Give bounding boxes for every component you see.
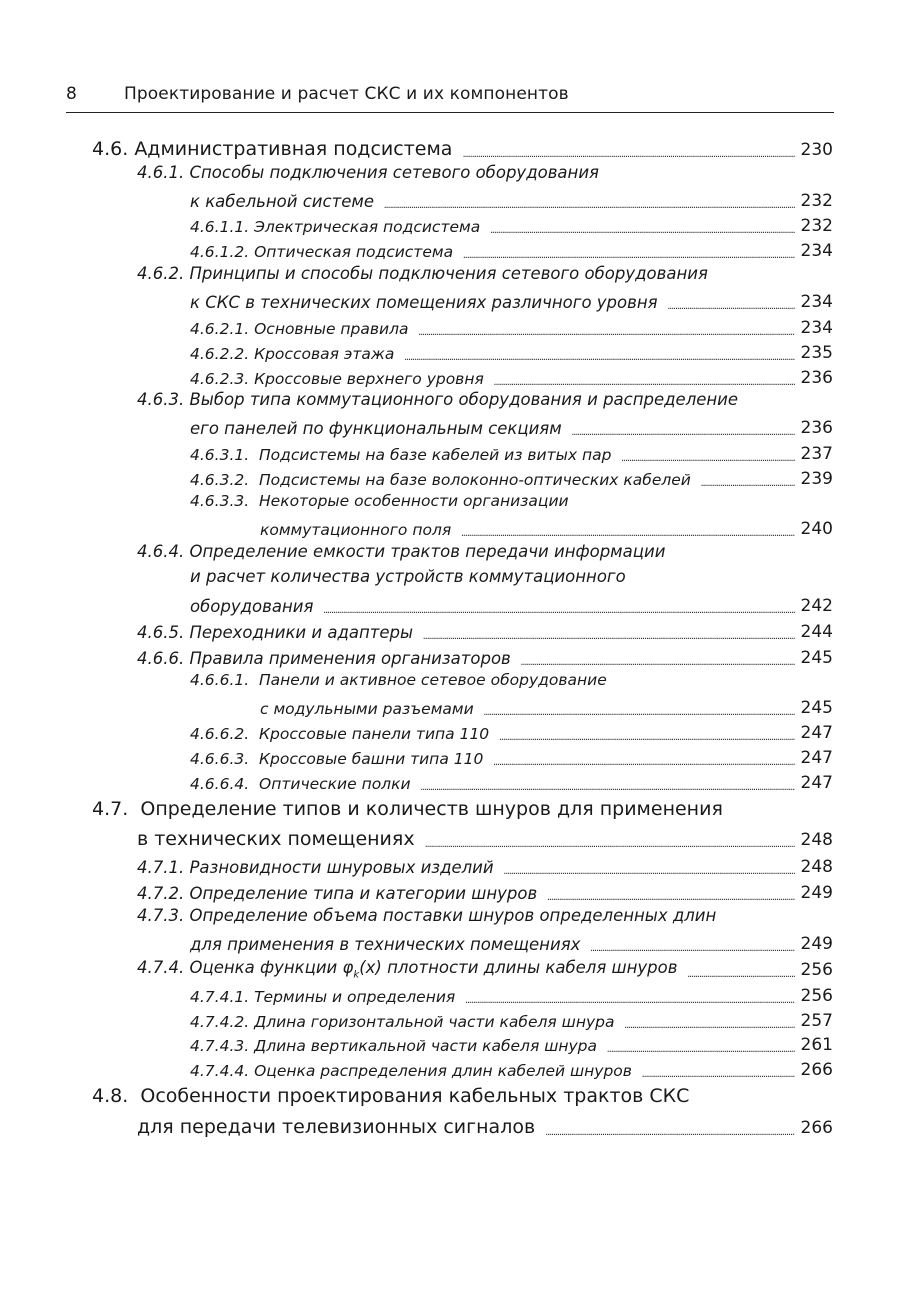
leader-dots — [642, 1064, 795, 1080]
toc-entry-4-6-3-1[interactable] — [190, 440, 833, 464]
toc-entry-4-6-1-1[interactable] — [190, 212, 833, 236]
toc-entry-4-6-1-line1[interactable] — [137, 163, 599, 182]
toc-title: Кроссовые панели типа 110 — [259, 725, 490, 743]
toc-title: Административная подсистема — [134, 138, 453, 160]
toc-page: 235 — [800, 343, 833, 363]
toc-entry-4-7-4-4[interactable] — [190, 1056, 833, 1080]
toc-title-cont: его панелей по функциональным секциям — [190, 419, 562, 438]
toc-entry-4-7-line1[interactable] — [92, 798, 723, 820]
toc-number: 4.6.6.3. — [190, 750, 250, 768]
leader-dots — [465, 990, 794, 1006]
toc-page: 248 — [800, 857, 833, 877]
toc-number: 4.6.2.2. — [190, 345, 250, 363]
toc-title: Длина вертикальной части кабеля шнура — [254, 1037, 598, 1055]
leader-dots — [425, 834, 795, 850]
toc-entry-4-6-3-line1[interactable] — [137, 390, 738, 409]
toc-entry-4-8-line1[interactable] — [92, 1085, 689, 1107]
leader-dots — [624, 1015, 794, 1031]
leader-dots — [419, 322, 795, 338]
toc-page: 257 — [800, 1011, 833, 1031]
toc-number: 4.6.4. — [137, 542, 185, 561]
toc-number: 4.6.2.1. — [190, 320, 250, 338]
toc-page: 244 — [800, 622, 833, 642]
toc-title: Панели и активное сетевое оборудование — [259, 671, 607, 689]
toc-page: 266 — [800, 1060, 833, 1080]
toc-page: 236 — [800, 418, 833, 438]
toc-entry-4-7-4-2[interactable] — [190, 1007, 833, 1031]
toc-page: 232 — [800, 216, 833, 236]
toc-title-cont: для применения в технических помещениях — [190, 935, 581, 954]
running-title: Проектирование и расчет СКС и их компонентов — [124, 84, 569, 104]
leader-dots — [590, 938, 794, 954]
toc-number: 4.7.4. — [137, 957, 185, 977]
toc-number: 4.6.3.2. — [190, 471, 250, 489]
leader-dots — [421, 777, 795, 793]
toc-number: 4.7.3. — [137, 906, 185, 925]
toc-entry-4-6-1-2[interactable] — [190, 237, 833, 261]
toc-entry-4-6-6-1-line2[interactable] — [260, 694, 833, 718]
toc-entry-4-6-1-line2[interactable] — [190, 187, 833, 211]
toc-number: 4.7.1. — [137, 858, 185, 877]
toc-title: Оценка распределения длин кабелей шнуров — [254, 1062, 632, 1080]
toc-entry-4-7-4-1[interactable] — [190, 982, 833, 1006]
leader-dots — [607, 1039, 795, 1055]
toc-title: Кроссовая этажа — [254, 345, 395, 363]
leader-dots — [484, 702, 795, 718]
toc-entry-4-6-6-1-line1[interactable] — [190, 671, 607, 689]
toc-entry-4-6-2-3[interactable] — [190, 364, 833, 388]
toc-page: 247 — [800, 723, 833, 743]
toc-title: Оптическая подсистема — [254, 243, 454, 261]
toc-title: Подсистемы на базе кабелей из витых пар — [259, 446, 612, 464]
toc-entry-4-6-2-1[interactable] — [190, 314, 833, 338]
toc-title-cont: с модульными разъемами — [260, 700, 474, 718]
leader-dots — [687, 964, 794, 980]
toc-number: 4.6.1.1. — [190, 218, 250, 236]
toc-title-cont: оборудования — [190, 597, 314, 616]
toc-entry-4-6-6-3[interactable] — [190, 744, 833, 768]
toc-number: 4.6.3.1. — [190, 446, 250, 464]
toc-title: Особенности проектирования кабельных трактов СКС — [140, 1085, 690, 1107]
toc-number: 4.7. — [92, 798, 129, 820]
toc-number: 4.6.3.3. — [190, 492, 250, 510]
toc-title: Определение типа и категории шнуров — [189, 884, 538, 903]
toc-entry-4-6-3-3-line1[interactable] — [190, 492, 569, 510]
toc-entry-4-6-4-line3[interactable] — [190, 592, 833, 616]
toc-title-cont: для передачи телевизионных сигналов — [137, 1116, 536, 1138]
toc-number: 4.6.6.1. — [190, 671, 250, 689]
toc-title: Определение емкости трактов передачи информации — [189, 542, 666, 561]
toc-number: 4.6. — [92, 138, 129, 160]
leader-dots — [323, 600, 794, 616]
toc-title: Оценка функции φ — [189, 957, 354, 977]
toc-page: 261 — [800, 1035, 833, 1055]
leader-dots — [668, 296, 795, 312]
page-number: 8 — [66, 84, 77, 104]
toc-title: Разновидности шнуровых изделий — [189, 858, 494, 877]
toc-page: 266 — [800, 1118, 833, 1138]
toc-page: 245 — [800, 698, 833, 718]
leader-dots — [504, 861, 795, 877]
toc-entry-4-7-4[interactable] — [137, 956, 833, 980]
toc-number: 4.6.6.2. — [190, 725, 250, 743]
toc-title: Подсистемы на базе волоконно-оптических кабелей — [259, 471, 691, 489]
leader-dots — [545, 1122, 794, 1138]
toc-number: 4.7.4.3. — [190, 1037, 250, 1055]
toc-page: 249 — [800, 883, 833, 903]
toc-entry-4-6-6-4[interactable] — [190, 769, 833, 793]
toc-title: Длина горизонтальной части кабеля шнура — [254, 1013, 615, 1031]
toc-entry-4-7-1[interactable] — [137, 853, 833, 877]
toc-title: Кроссовые башни типа 110 — [259, 750, 484, 768]
toc-page: 242 — [800, 596, 833, 616]
toc-page: 256 — [800, 986, 833, 1006]
toc-title: Выбор типа коммутационного оборудования и распределение — [189, 390, 739, 409]
toc-page: 236 — [800, 368, 833, 388]
toc-entry-4-6-3-line2[interactable] — [190, 414, 833, 438]
toc-entry-4-6-6[interactable] — [137, 644, 833, 668]
leader-dots — [494, 372, 795, 388]
leader-dots — [572, 422, 795, 438]
toc-entry-4-6-4-line1[interactable] — [137, 542, 665, 561]
leader-dots — [404, 347, 794, 363]
toc-page: 240 — [800, 519, 833, 539]
toc-number: 4.7.4.2. — [190, 1013, 250, 1031]
toc-entry-4-6-2-2[interactable] — [190, 339, 833, 363]
toc-page: 230 — [800, 140, 833, 160]
toc-title-cont: и расчет количества устройств коммутационного — [190, 567, 626, 586]
toc-title: Электрическая подсистема — [254, 218, 481, 236]
toc-number: 4.6.6.4. — [190, 775, 250, 793]
toc-title-cont: коммутационного поля — [260, 521, 452, 539]
toc-entry-4-6-6-2[interactable] — [190, 719, 833, 743]
toc-entry-4-7-4-3[interactable] — [190, 1031, 833, 1055]
toc-number: 4.7.4.4. — [190, 1062, 250, 1080]
toc-entry-4-6-2-line1[interactable] — [137, 264, 708, 283]
toc-title: Определение объема поставки шнуров определенных длин — [189, 906, 717, 925]
toc-entry-4-7-line2[interactable] — [137, 826, 833, 850]
toc-title: Кроссовые верхнего уровня — [254, 370, 484, 388]
toc-page: 234 — [800, 241, 833, 261]
toc-title-cont: к СКС в технических помещениях различного уровня — [190, 293, 658, 312]
toc-number: 4.6.2. — [137, 264, 185, 283]
toc-page: 245 — [800, 648, 833, 668]
toc-entry-4-6-3-3-line2[interactable] — [260, 515, 833, 539]
leader-dots — [461, 523, 794, 539]
toc-entry-4-6[interactable] — [92, 136, 833, 160]
leader-dots — [463, 245, 794, 261]
toc-title-rest: (x) плотности длины кабеля шнуров — [359, 957, 678, 977]
toc-entry-4-6-4-line2[interactable] — [190, 567, 626, 586]
toc-number: 4.7.2. — [137, 884, 185, 903]
toc-entry-4-6-5[interactable] — [137, 618, 833, 642]
toc-number: 4.7.4.1. — [190, 988, 250, 1006]
toc-title: Основные правила — [254, 320, 409, 338]
toc-entry-4-8-line2[interactable] — [137, 1114, 833, 1138]
leader-dots — [499, 727, 794, 743]
toc-entry-4-6-2-line2[interactable] — [190, 288, 833, 312]
toc-title-cont: к кабельной системе — [190, 192, 374, 211]
toc-title: Способы подключения сетевого оборудования — [189, 163, 599, 182]
toc-number: 4.8. — [92, 1085, 129, 1107]
toc-entry-4-6-3-2[interactable] — [190, 465, 833, 489]
toc-page: 239 — [800, 469, 833, 489]
toc-page: 247 — [800, 748, 833, 768]
toc-title: Правила применения организаторов — [189, 649, 511, 668]
leader-dots — [423, 626, 795, 642]
leader-dots — [521, 652, 795, 668]
toc-title: Некоторые особенности организации — [259, 492, 569, 510]
toc-title: Переходники и адаптеры — [189, 623, 414, 642]
toc-page: 256 — [800, 960, 833, 980]
leader-dots — [384, 195, 795, 211]
toc-page: 232 — [800, 191, 833, 211]
toc-entry-4-7-3-line1[interactable] — [137, 906, 716, 925]
toc-title: Оптические полки — [259, 775, 411, 793]
toc-number: 4.6.3. — [137, 390, 185, 409]
toc-number: 4.6.6. — [137, 649, 185, 668]
leader-dots — [547, 887, 794, 903]
toc-page: 234 — [800, 292, 833, 312]
toc-page: 249 — [800, 934, 833, 954]
page-header — [66, 84, 834, 113]
toc-number: 4.6.1. — [137, 163, 185, 182]
toc-page: 247 — [800, 773, 833, 793]
toc-entry-4-7-2[interactable] — [137, 879, 833, 903]
toc-page: 248 — [800, 830, 833, 850]
leader-dots — [462, 144, 794, 160]
toc-title-cont: в технических помещениях — [137, 828, 415, 850]
leader-dots — [490, 220, 794, 236]
toc-number: 4.6.1.2. — [190, 243, 250, 261]
toc-number: 4.6.5. — [137, 623, 185, 642]
toc-number: 4.6.2.3. — [190, 370, 250, 388]
toc-title: Принципы и способы подключения сетевого оборудования — [189, 264, 708, 283]
leader-dots — [701, 473, 795, 489]
toc-page: 234 — [800, 318, 833, 338]
toc-entry-4-7-3-line2[interactable] — [190, 930, 833, 954]
leader-dots — [493, 752, 794, 768]
leader-dots — [621, 448, 794, 464]
subscript-k: k — [353, 969, 360, 980]
toc-title: Термины и определения — [254, 988, 456, 1006]
toc-page: 237 — [800, 444, 833, 464]
toc-title: Определение типов и количеств шнуров для применения — [140, 798, 723, 820]
